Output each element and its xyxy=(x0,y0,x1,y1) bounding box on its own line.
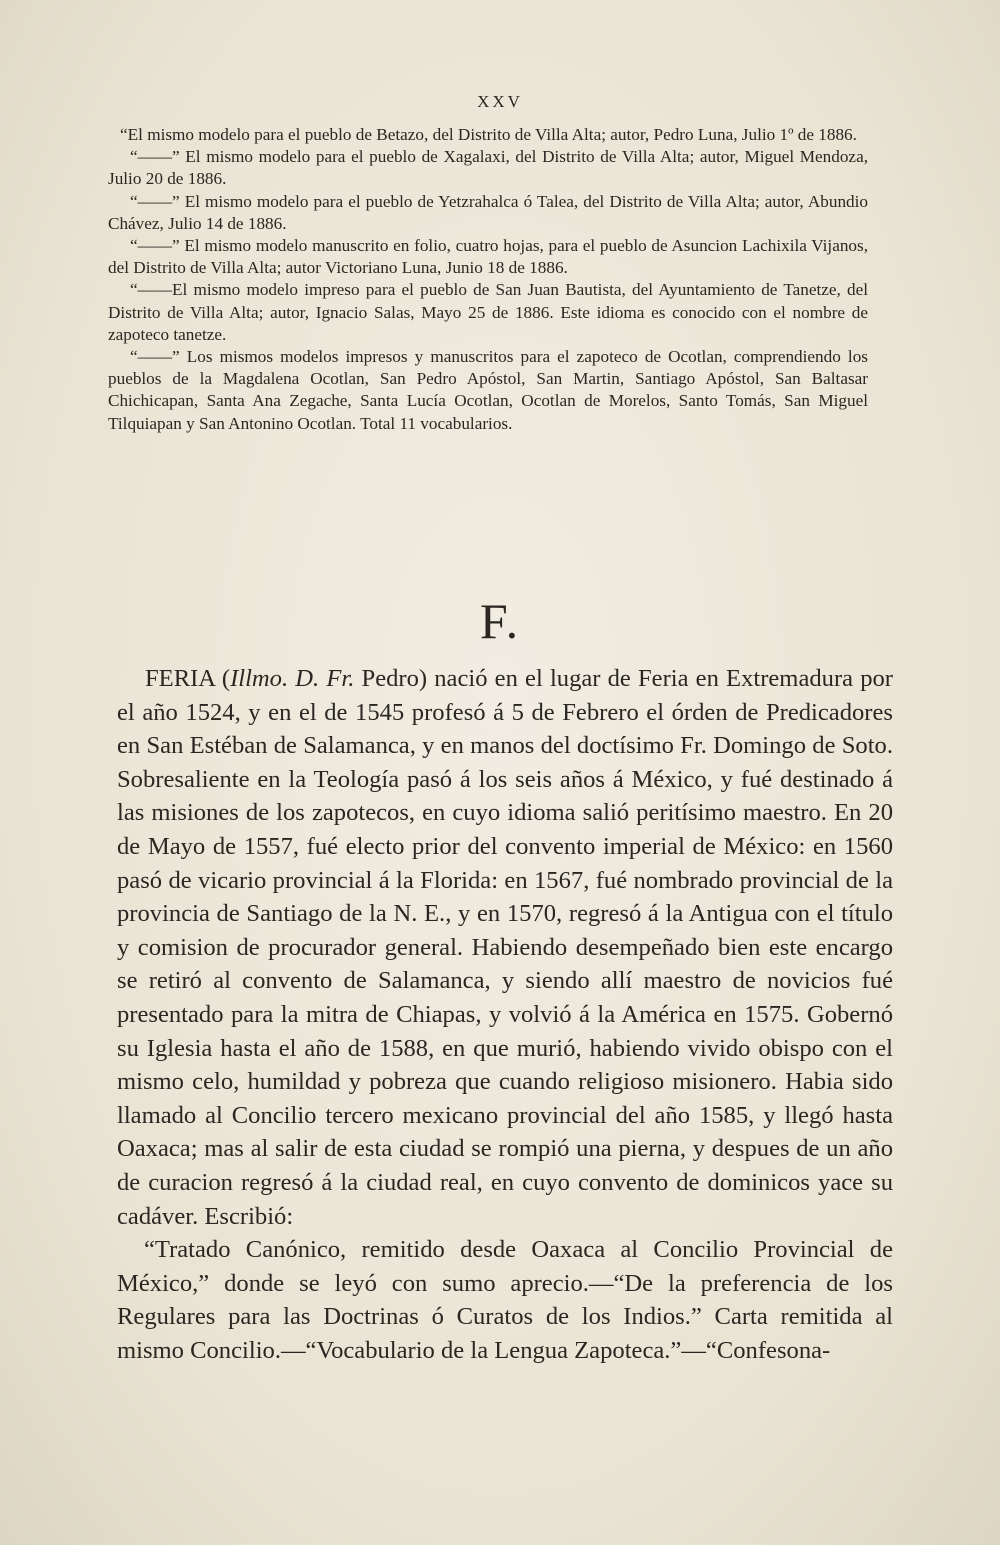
works-paragraph: “Tratado Canónico, remitido desde Oaxaca al Concilio Provincial de México,” donde se leyó con sumo aprecio.—“De la preferencia de los Regulares para las Doctrinas ó Curatos de los Indios.” Carta remitida al mismo Concilio.—“Vocabulario de la Lengua Zapoteca.”—“Confesona- xyxy=(117,1236,893,1364)
vocabulary-entry: “El mismo modelo para el pueblo de Betazo, del Distrito de Villa Alta; autor, Pedro Luna, Julio 1º de 1886. xyxy=(120,125,857,144)
entry-name: FERIA xyxy=(145,665,215,692)
page-number: XXV xyxy=(477,92,523,111)
section-heading: F. xyxy=(479,593,521,649)
vocabulary-list xyxy=(108,124,868,435)
entry-paragraph: FERIA (Illmo. D. Fr. Pedro) nació en el lugar de Feria en Extremadura por el año 1524, y en el de 1545 profesó á 5 de Febrero el órden de Predicadores en San Estéban de Salamanca, y en manos del doctísimo Fr. Domingo de Soto. Sobresaliente en la Teología pasó á los seis años á México, y fué destinado á las misiones de los zapotecos, en cuyo idioma salió peritísimo maestro. En 20 de Mayo de 1557, fué electo prior del convento imperial de México: en 1560 pasó de vicario provincial á la Florida: en 1567, fué nombrado provincial de la provincia de Santiago de la N. E., y en 1570, regresó á la Antigua con el título y comision de procurador general. Habiendo desempeñado bien este encargo se retiró al convento de Salamanca, y siendo allí maestro de novicios fué presentado para la mitra de Chiapas, y volvió á la América en 1575. Gobernó su Iglesia hasta el año de 1588, en que murió, habiendo vivido obispo con el mismo celo, humildad y pobreza que cuando religioso misionero. Habia sido llamado al Concilio tercero mexicano provincial del año 1585, y llegó hasta Oaxaca; mas al salir de esta ciudad se rompió una pierna, y despues de un año de curacion regresó á la ciudad real, en cuyo convento de dominicos yace su cadáver. Escribió: xyxy=(117,665,893,1230)
vocabulary-entry: “——El mismo modelo impreso para el pueblo de San Juan Bautista, del Ayuntamiento de Tanetze, del Distrito de Villa Alta; autor, Ignacio Salas, Mayo 25 de 1886. Este idioma es conocido con el nombre de zapoteco tanetze. xyxy=(108,280,868,344)
entry-body: Pedro) nació en el lugar de Feria en Extremadura por el año 1524, y en el de 1545 profesó á 5 de Febrero el órden de Predicadores en San Estéban de Salamanca, y en manos del doctísimo Fr. Domingo de Soto. Sobresaliente en la Teología pasó á los seis años á México, y fué destinado á las misiones de los zapotecos, en cuyo idioma salió peritísimo maestro. En 20 de Mayo de 1557, fué electo prior del convento imperial de México: en 1560 pasó de vicario provincial á la Florida: en 1567, fué nombrado provincial de la provincia de Santiago de la N. E., y en 1570, regresó á la Antigua con el título y comision de procurador general. Habiendo desempeñado bien este encargo se retiró al convento de Salamanca, y siendo allí maestro de novicios fué presentado para la mitra de Chiapas, y volvió á la América en 1575. Gobernó su Iglesia hasta el año de 1588, en que murió, habiendo vivido obispo con el mismo celo, humildad y pobreza que cuando religioso misionero. Habia sido llamado al Concilio tercero mexicano provincial del año 1585, y llegó hasta Oaxaca; mas al salir de esta ciudad se rompió una pierna, y despues de un año de curacion regresó á la ciudad real, en cuyo convento de dominicos yace su cadáver. Escribió: xyxy=(117,665,893,1230)
vocabulary-entry: “——” Los mismos modelos impresos y manuscritos para el zapoteco de Ocotlan, comprendiendo los pueblos de la Magdalena Ocotlan, San Pedro Apóstol, San Martin, Santiago Apóstol, San Baltasar Chichicapan, Santa Ana Zegache, Santa Lucía Ocotlan, Ocotlan de Morelos, Santo Tomás, San Miguel Tilquiapan y San Antonino Ocotlan. Total 11 vocabularios. xyxy=(108,347,868,433)
entry-title: Illmo. D. Fr. xyxy=(230,665,355,692)
vocabulary-entry: “——” El mismo modelo para el pueblo de Xagalaxi, del Distrito de Villa Alta; autor, Miguel Mendoza, Julio 20 de 1886. xyxy=(108,147,868,189)
biography-entry xyxy=(117,662,893,1367)
vocabulary-entry: “——” El mismo modelo para el pueblo de Yetzrahalca ó Talea, del Distrito de Villa Alta; autor, Abundio Chávez, Julio 14 de 1886. xyxy=(108,191,868,233)
vocabulary-entry: “——” El mismo modelo manuscrito en folio, cuatro hojas, para el pueblo de Asuncion Lachixila Vijanos, del Distrito de Villa Alta; autor Victoriano Luna, Junio 18 de 1886. xyxy=(108,236,868,278)
